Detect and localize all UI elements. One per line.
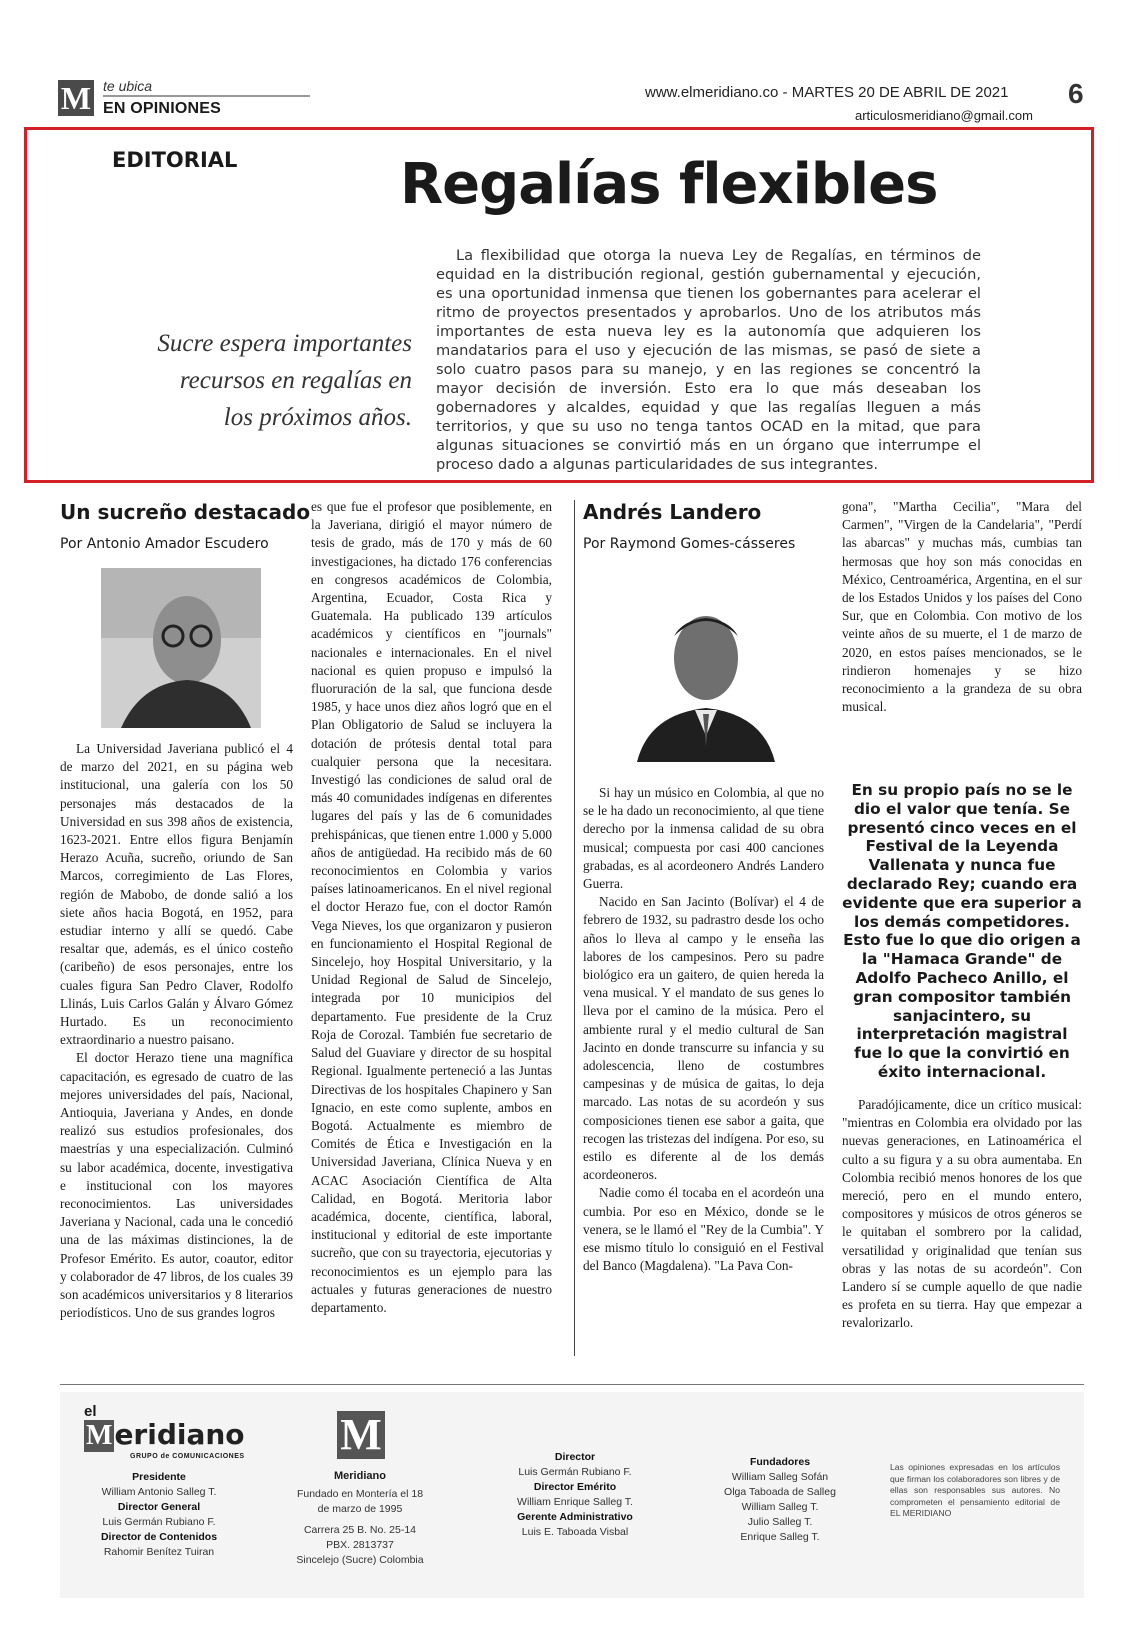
article-column xyxy=(583,784,824,1275)
founder-name: William Salleg Sofán xyxy=(731,1471,829,1483)
paragraph: La Universidad Javeriana publicó el 4 de marzo del 2021, en su página web institucional, una galería con los 50 personajes más destacados de la Universidad en sus 398 años de existencia, 1623-2021. Entre ellos figura Benjamín Herazo Acuña, sucreño, oriundo de San Marcos, corregimiento de Las Flores, región de Mabobo, de donde salió a los siete años hacia Bogotá, en 1952, para estudiar interno y allí se quedó. Cabe resaltar que, además, es el único costeño (caribeño) de esos personajes, entre los cuales figura San Pedro Claver, Rodolfo Llinás, Luis Carlos Galán y Álvaro Gómez Hurtado. Es un reconocimiento extraordinario a nuestro paisano. xyxy=(60,741,293,1048)
staff-role: Gerente Administrativo xyxy=(517,1511,633,1523)
founded-text: Fundado en Montería el 18 de marzo de 1995 xyxy=(296,1488,424,1515)
paragraph: Nadie como él tocaba en el acordeón una cumbia. Por eso en México, donde se le venera, se le llamó el "Rey de la Cumbia". Y ese mismo título lo consiguió en el Festival del Banco (Magdalena). "La Pava Con- xyxy=(583,1185,824,1274)
brand-group: GRUPO de COMUNICACIONES xyxy=(130,1453,245,1460)
author-photo xyxy=(629,596,783,762)
founders-block xyxy=(705,1455,855,1545)
editorial-body: La flexibilidad que otorga la nueva Ley de Regalías, en términos de equidad en la distribución regional, gestión gubernamental y ejecución, es una oportunidad inmensa que tienen los gobernantes para acelerar el ritmo de proyectos presentados y aprobarlos. Uno de los atributos más importantes de esta nueva ley es la autonomía que adquieren los mandatarios para el uso y ejecución de las mismas, se pasó de siete a solo cuatro pasos para su manejo, y en las regiones se concentró la mayor decisión de inversión. Esto era lo que más deseaban los gobernadores y alcaldes, equidad y que las regalías lleguen a más territorios, y que su uso no tenga tantos OCAD en la mitad, que para algunas situaciones se convirtió más en un órgano que interrumpe el proceso dado a algunas particularidades de sus integrantes. xyxy=(436,247,981,473)
staff-name: William Enrique Salleg T. xyxy=(517,1496,633,1508)
author-photo xyxy=(101,568,261,728)
paragraph: Si hay un músico en Colombia, al que no se le ha dado un reconocimiento, al que tiene derecho por la inmensa calidad de su obra musical; compuesta por casi 400 canciones grabadas, es al acordeonero Andrés Landero Guerra. xyxy=(583,785,824,892)
meridiano-logo-icon: M xyxy=(58,80,94,116)
article-title: Andrés Landero xyxy=(583,500,762,524)
staff-name: Rahomir Benítez Tuiran xyxy=(103,1546,215,1558)
editorial-label: EDITORIAL xyxy=(112,148,238,172)
paragraph: Nacido en San Jacinto (Bolívar) el 4 de febrero de 1932, su padrastro desde los ocho años lo lleva al campo y le enseña las labores de los campesinos. Pero su padre biológico era un gaitero, de quien hereda la vena musical. Y el mandato de sus genes lo lleva por el camino de la música. Pero el ambiente rural y el medio cultural de San Jacinto en donde transcurre su infancia y su adolescencia, lleno de costumbres campesinas y de música de gaitas, lo deja marcado. Las notas de su acordeón y sus composiciones tienen ese sabor a gaita, que recogen las tristezas del indígena. Por eso, su estilo es diferente al de los demás acordeoneros. xyxy=(583,894,824,1183)
page-number: 6 xyxy=(1068,78,1084,109)
editorial-quote: Sucre espera importantes recursos en regalías en los próximos años. xyxy=(157,330,412,431)
article-title: Un sucreño destacado xyxy=(60,500,311,524)
founders-label: Fundadores xyxy=(749,1456,811,1468)
staff-role: Director General xyxy=(117,1501,201,1513)
article-column xyxy=(60,740,293,1323)
article-column xyxy=(311,498,552,1317)
portrait-icon xyxy=(629,596,783,762)
divider xyxy=(103,95,310,97)
staff-name: William Antonio Salleg T. xyxy=(101,1486,217,1498)
brand-m-icon: M xyxy=(86,1420,113,1451)
founder-name: Olga Taboada de Salleg xyxy=(724,1486,836,1498)
paragraph: Paradójicamente, dice un crítico musical: "mientras en Colombia era olvidado por las nuevas generaciones, en Latinoamérica el culto a su figura y a su obra aumentaba. En Colombia recibió menos honores de los que mereció, pero en el mundo entero, compositores y músicos de otros géneros se le quitaban el sombrero por la calidad, versatilidad y originalidad que tenían sus obras y las notas de su acordeón". Con Landero sí se cumple aquello de que nadie es profeta en su tierra. Hay que empezar a revalorizarlo. xyxy=(842,1097,1082,1331)
brand-name: eridiano xyxy=(114,1418,245,1451)
portrait-icon xyxy=(101,568,261,728)
article-column xyxy=(842,1096,1082,1333)
staff-role: Director de Contenidos xyxy=(100,1531,218,1543)
founder-name: Julio Salleg T. xyxy=(747,1516,813,1528)
divider xyxy=(60,1384,1084,1385)
column-divider xyxy=(574,500,575,1356)
disclaimer: Las opiniones expresadas en los artículos que firman los colaboradores son libres y de ellas son responsables sus autores. No comprometen el pensamiento editorial de EL MERIDIANO xyxy=(890,1462,1060,1518)
brand-prefix: el xyxy=(84,1403,97,1420)
staff-block xyxy=(500,1450,650,1540)
city-text: Sincelejo (Sucre) Colombia xyxy=(296,1554,424,1566)
staff-name: Luis Germán Rubiano F. xyxy=(518,1466,632,1478)
staff-role: Director Emérito xyxy=(533,1481,617,1493)
section-name: EN OPINIONES xyxy=(103,100,221,117)
brand-logo xyxy=(84,1418,245,1452)
staff-name: Luis Germán Rubiano F. xyxy=(102,1516,216,1528)
logo-name: Meridiano xyxy=(334,1470,386,1482)
contact-email: articulosmeridiano@gmail.com xyxy=(855,108,1033,123)
tagline: te ubica xyxy=(103,78,153,94)
meridiano-logo-icon: M xyxy=(337,1411,385,1459)
founder-name: Enrique Salleg T. xyxy=(740,1531,820,1543)
editorial-title: Regalías flexibles xyxy=(400,152,938,217)
pull-quote: En su propio país no se le dio el valor que tenía. Se presentó cinco veces en el Festival de la Leyenda Vallenata y nunca fue declarado Rey; cuando era evidente que era superior a los demás competidores. Esto fue lo que dio origen a la "Hamaca Grande" de Adolfo Pacheco Anillo, el gran compositor también sanjacintero, su interpretación magistral fue lo que la convirtió en éxito internacional. xyxy=(842,781,1082,1081)
founder-name: William Salleg T. xyxy=(741,1501,819,1513)
phone-text: PBX. 2813737 xyxy=(326,1539,394,1551)
paragraph: El doctor Herazo tiene una magnífica capacitación, es egresado de cuatro de las mejores universidades del país, Nacional, Antioquia, Javeriana y Andes, en donde realizó sus estudios profesionales, dos maestrías y una especialización. Culminó su labor académica, docente, investigativa e institucional con los mayores reconocimientos. Las universidades Javeriana y Nacional, cada una le concedió una de las máximas distinciones, la de Profesor Emérito. Es autor, coautor, editor y colaborador de 47 libros, de los cuales 39 son académicos universitarios y 8 literarios periodísticos. Uno de sus grandes logros xyxy=(60,1050,293,1321)
article-column xyxy=(842,498,1082,716)
paragraph: es que fue el profesor que posiblemente, en la Javeriana, dirigió el mayor número de tesis de grado, más de 170 y más de 60 investigaciones, ha dictado 176 conferencias en congresos académicos de Colombia, Argentina, Ecuador, Costa Rica y Guatemala. Ha publicado 139 artículos académicos y científicos en "journals" nacionales e internacionales. En el nivel nacional es quien propuso e impulsó la fluoruración de la sal, que funciona desde 1985, y hace unos diez años logró que en el Plan Obligatorio de Salud se incluyera la dotación de prótesis dental total para cualquier persona que la necesitara. Investigó las condiciones de salud oral de más 40 comunidades indígenas en diferentes lugares del país y las de 6 comunidades prehispánicas, que tienen entre 1.000 y 5.000 años de antigüedad. Ha recibido más de 60 reconocimientos en Colombia y varios países latinoamericanos. En el nivel regional el doctor Herazo fue, con el doctor Ramón Vega Nieves, los que organizaron y pusieron en funcionamiento el Hospital Regional de Sincelejo, hoy Hospital Universitario, y la Unidad Regional de Salud de Sincelejo, integrada por 10 municipios del departamento. Fue presidente de la Cruz Roja de Corozal. También fue secretario de Salud del Guaviare y director de su hospital Regional. Igualmente perteneció a las Juntas Directivas de los hospitales Chapinero y San Ignacio, en este como suplente, ambos en Bogotá. Actualmente es miembro de Comités de Ética e Investigación en la Universidad Javeriana, Clínica Nueva y en ACAC Asociación Científica de Alta Calidad, en Bogotá. Meritoria labor académica, docente, científica, laboral, institucional y editorial de este importante sucreño, que con su trayectoria, ejecutorias y reconocimientos es un ejemplo para las actuales y futuras generaciones de nuestro departamento. xyxy=(311,499,552,1315)
staff-role: Presidente xyxy=(132,1471,186,1483)
staff-role: Director xyxy=(554,1451,596,1463)
article-byline: Por Antonio Amador Escudero xyxy=(60,536,269,552)
paragraph: gona", "Martha Cecilia", "Mara del Carmen", "Virgen de la Candelaria", "Perdí las abarcas" y muchas más, cumbias tan hermosas que hoy son más conocidas en México, Centroamérica, Argentina, en el sur de los Estados Unidos y los países del Cono Sur, que en Colombia. Con motivo de los veinte años de su muerte, el 1 de marzo de 2020, en estos países mencionados, se le rindieron homenajes y se hizo reconocimiento a la grandeza de su obra musical. xyxy=(842,499,1082,715)
staff-name: Luis E. Taboada Visbal xyxy=(521,1526,629,1538)
address-text: Carrera 25 B. No. 25-14 xyxy=(303,1524,417,1536)
article-byline: Por Raymond Gomes-cásseres xyxy=(583,536,796,552)
publication-info xyxy=(290,1487,430,1568)
site-date: www.elmeridiano.co - MARTES 20 DE ABRIL DE 2021 xyxy=(645,84,1009,101)
staff-block xyxy=(84,1470,234,1560)
